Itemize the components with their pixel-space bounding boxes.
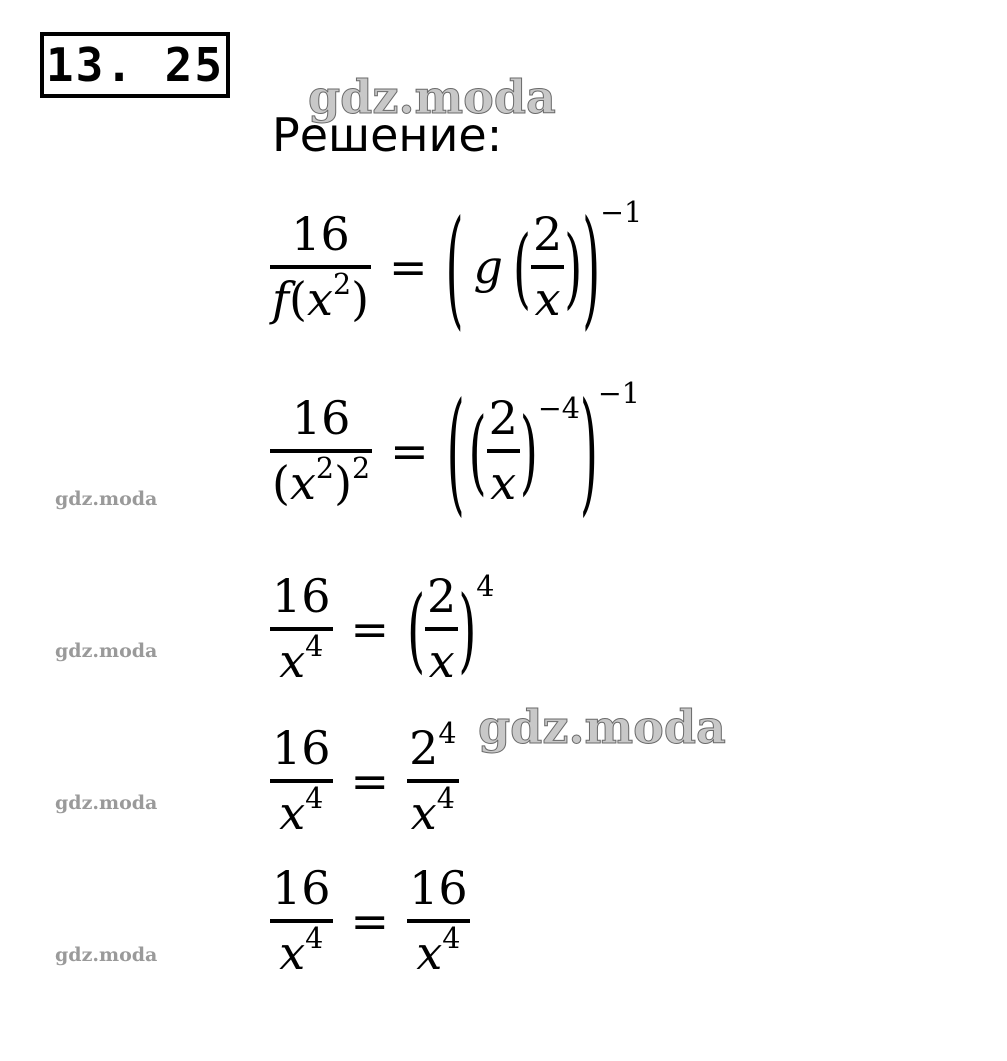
fraction-bar <box>270 265 371 269</box>
denominator <box>277 629 325 688</box>
exponent: −1 <box>597 377 640 411</box>
fraction <box>270 208 371 326</box>
watermark: gdz.moda <box>55 640 158 662</box>
equals-sign: = <box>350 753 390 808</box>
equals-sign: = <box>389 239 428 294</box>
problem-number: 13. 25 <box>40 32 230 98</box>
right-paren: ) <box>564 215 583 319</box>
right-paren: ) <box>458 574 477 683</box>
denominator: x <box>490 455 517 510</box>
denominator <box>270 451 372 510</box>
equals-sign: = <box>390 423 429 478</box>
function-name: g <box>473 239 503 294</box>
numerator: 2 <box>532 207 563 261</box>
left-paren: ( <box>445 191 464 343</box>
denominator <box>277 921 325 980</box>
variable: x <box>416 925 443 980</box>
numerator: 16 <box>272 861 331 915</box>
fraction <box>487 392 520 510</box>
denominator <box>277 781 325 840</box>
base: 2 <box>409 721 439 775</box>
solution-heading: Решение: <box>272 108 503 162</box>
right-paren: ) <box>582 191 601 343</box>
exponent: 2 <box>332 267 352 301</box>
exponent: 4 <box>442 921 461 955</box>
exponent: 4 <box>476 569 495 603</box>
fraction-bar <box>425 627 458 631</box>
exponent: 4 <box>305 921 324 955</box>
left-paren: ( <box>468 396 487 505</box>
paren: ) <box>334 455 353 510</box>
numerator: 16 <box>272 569 331 623</box>
left-paren: ( <box>407 574 426 683</box>
variable: x <box>279 785 306 840</box>
denominator <box>409 781 457 840</box>
denominator <box>414 921 462 980</box>
variable: x <box>279 925 306 980</box>
exponent: 4 <box>438 716 457 750</box>
denominator: x <box>428 633 455 688</box>
exponent: 2 <box>352 451 371 485</box>
numerator: 16 <box>272 721 331 775</box>
watermark: gdz.moda <box>55 488 158 510</box>
numerator: 16 <box>291 391 351 445</box>
variable: x <box>279 633 306 688</box>
fraction-bar <box>531 265 564 269</box>
fraction-bar <box>407 919 470 923</box>
formula-1 <box>270 191 643 343</box>
variable: x <box>306 271 333 326</box>
denominator: x <box>534 271 561 326</box>
numerator <box>407 716 458 775</box>
watermark: gdz.moda <box>308 70 556 124</box>
exponent: 4 <box>305 781 324 815</box>
exponent: 4 <box>436 781 455 815</box>
equals-sign: = <box>350 893 390 948</box>
paren: ) <box>351 271 370 326</box>
numerator: 16 <box>409 861 468 915</box>
function-name: f <box>272 271 290 326</box>
right-paren: ) <box>519 396 538 505</box>
variable: x <box>410 785 437 840</box>
formula-4 <box>270 716 459 840</box>
paren: ( <box>289 271 307 326</box>
watermark: gdz.moda <box>55 792 158 814</box>
fraction-bar <box>270 627 333 631</box>
fraction <box>270 722 333 840</box>
fraction <box>425 570 458 688</box>
left-paren: ( <box>513 215 531 319</box>
formula-2 <box>270 372 640 530</box>
fraction-bar <box>270 919 333 923</box>
fraction <box>270 570 333 688</box>
watermark: gdz.moda <box>55 944 158 966</box>
denominator <box>270 267 371 326</box>
exponent: −1 <box>600 196 643 230</box>
exponent: −4 <box>537 391 580 425</box>
exponent: 2 <box>315 451 335 485</box>
numerator: 2 <box>488 391 518 445</box>
numerator: 2 <box>427 569 457 623</box>
fraction-bar <box>270 779 333 783</box>
variable: x <box>289 455 316 510</box>
fraction <box>407 862 470 980</box>
left-paren: ( <box>446 372 465 530</box>
formula-3 <box>270 570 494 688</box>
numerator: 16 <box>291 207 350 261</box>
fraction-bar <box>487 449 520 453</box>
right-paren: ) <box>579 372 598 530</box>
exponent: 4 <box>305 629 324 663</box>
fraction <box>270 862 333 980</box>
formula-5 <box>270 862 470 980</box>
fraction <box>407 716 458 840</box>
paren: ( <box>272 455 290 510</box>
watermark: gdz.moda <box>478 700 726 754</box>
equals-sign: = <box>350 601 390 656</box>
fraction <box>270 392 372 510</box>
fraction <box>531 208 564 326</box>
